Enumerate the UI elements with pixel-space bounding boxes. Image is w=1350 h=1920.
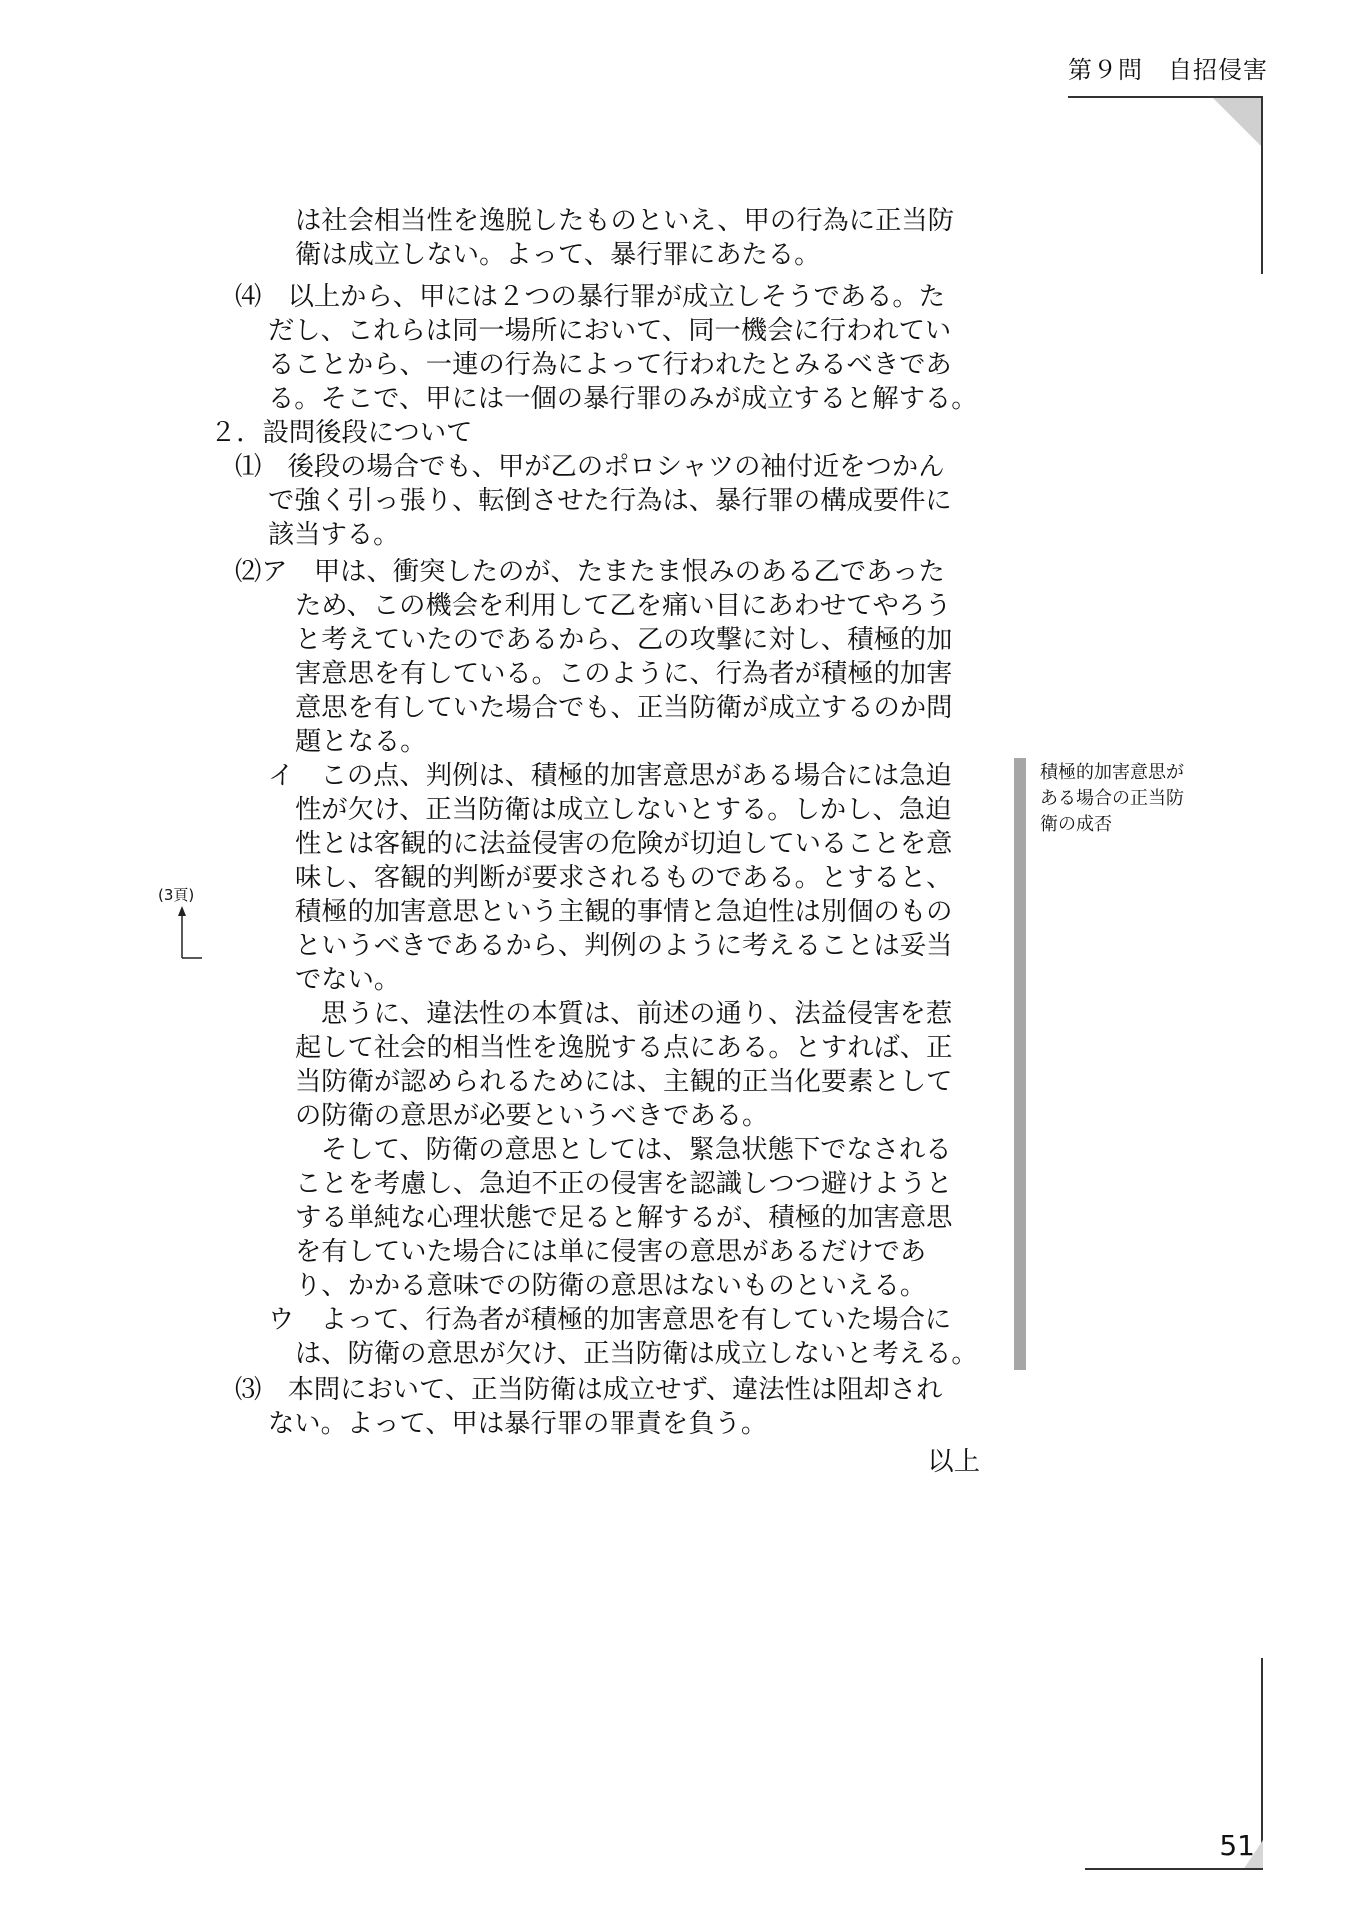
header-rule [1068,96,1263,98]
text-line: 性が欠け、正当防衛は成立しないとする。しかし、急迫 [295,795,952,825]
text-line: ウ よって、行為者が積極的加害意思を有していた場合に [268,1305,952,1335]
text-line: と考えていたのであるから、乙の攻撃に対し、積極的加 [295,625,953,655]
margin-note-line: 衛の成否 [1040,814,1112,835]
text-line: 性とは客観的に法益侵害の危険が切迫していることを意 [295,829,953,859]
text-line: 起して社会的相当性を逸脱する点にある。とすれば、正 [295,1033,953,1063]
text-line: 題となる。 [295,727,427,757]
text-line: イ この点、判例は、積極的加害意思がある場合には急迫 [268,761,952,791]
margin-note [1040,760,1240,838]
text-line: ⑷ 以上から、甲には２つの暴行罪が成立しそうである。た [235,282,946,312]
text-line: ⑴ 後段の場合でも、甲が乙のポロシャツの袖付近をつかん [235,452,945,482]
text-line: は社会相当性を逸脱したものといえ、甲の行為に正当防 [295,206,954,236]
footer-rule [1085,1868,1263,1870]
text-line: を有していた場合には単に侵害の意思があるだけであ [295,1237,927,1267]
cross-reference-label: (3頁) [158,886,195,904]
margin-note-bar [1014,758,1026,1370]
text-line: で強く引っ張り、転倒させた行為は、暴行罪の構成要件に [268,486,952,516]
text-line: ない。よって、甲は暴行罪の罪責を負う。 [268,1409,768,1439]
page-number: 51 [1219,1829,1255,1862]
text-line: の防衛の意思が必要というべきである。 [295,1101,769,1131]
text-line: というべきであるから、判例のように考えることは妥当 [295,931,953,961]
right-edge-rule-bottom [1261,1658,1263,1870]
margin-note-line: ある場合の正当防 [1040,788,1184,809]
text-line: ることから、一連の行為によって行われたとみるべきであ [268,350,952,380]
text-line: ⑵ア 甲は、衝突したのが、たまたま恨みのある乙であった [235,557,945,587]
text-line: 当防衛が認められるためには、主観的正当化要素として [295,1067,953,1097]
text-line: する単純な心理状態で足ると解するが、積極的加害意思 [295,1203,953,1233]
text-line: でない。 [295,965,401,995]
text-line: そして、防衛の意思としては、緊急状態下でなされる [321,1135,952,1165]
cross-reference-arrow-icon [172,906,212,966]
closing-text: 以上 [927,1447,980,1477]
section-heading: ２．設問後段について [210,418,473,448]
right-edge-rule-top [1261,96,1263,274]
text-line: 害意思を有している。このように、行為者が積極的加害 [295,659,953,689]
text-line: 味し、客観的判断が要求されるものである。とすると、 [295,863,953,893]
corner-triangle-top [1213,98,1263,148]
text-line: 意思を有していた場合でも、正当防衛が成立するのか問 [295,693,953,723]
header-title: 第９問 自招侵害 [1068,56,1268,84]
text-line: ことを考慮し、急迫不正の侵害を認識しつつ避けようと [295,1169,953,1199]
margin-note-line: 積極的加害意思が [1040,762,1184,783]
text-line: 思うに、違法性の本質は、前述の通り、法益侵害を惹 [321,999,953,1029]
text-line: 該当する。 [268,520,400,550]
text-line: る。そこで、甲には一個の暴行罪のみが成立すると解する。 [268,384,978,414]
text-line: は、防衛の意思が欠け、正当防衛は成立しないと考える。 [295,1339,978,1369]
text-line: り、かかる意味での防衛の意思はないものといえる。 [295,1271,927,1301]
text-line: ⑶ 本問において、正当防衛は成立せず、違法性は阻却され [235,1375,943,1405]
text-line: 衛は成立しない。よって、暴行罪にあたる。 [295,240,821,270]
text-line: 積極的加害意思という主観的事情と急迫性は別個のもの [295,897,953,927]
text-line: ため、この機会を利用して乙を痛い目にあわせてやろう [295,591,952,621]
text-line: だし、これらは同一場所において、同一機会に行われてい [268,316,952,346]
